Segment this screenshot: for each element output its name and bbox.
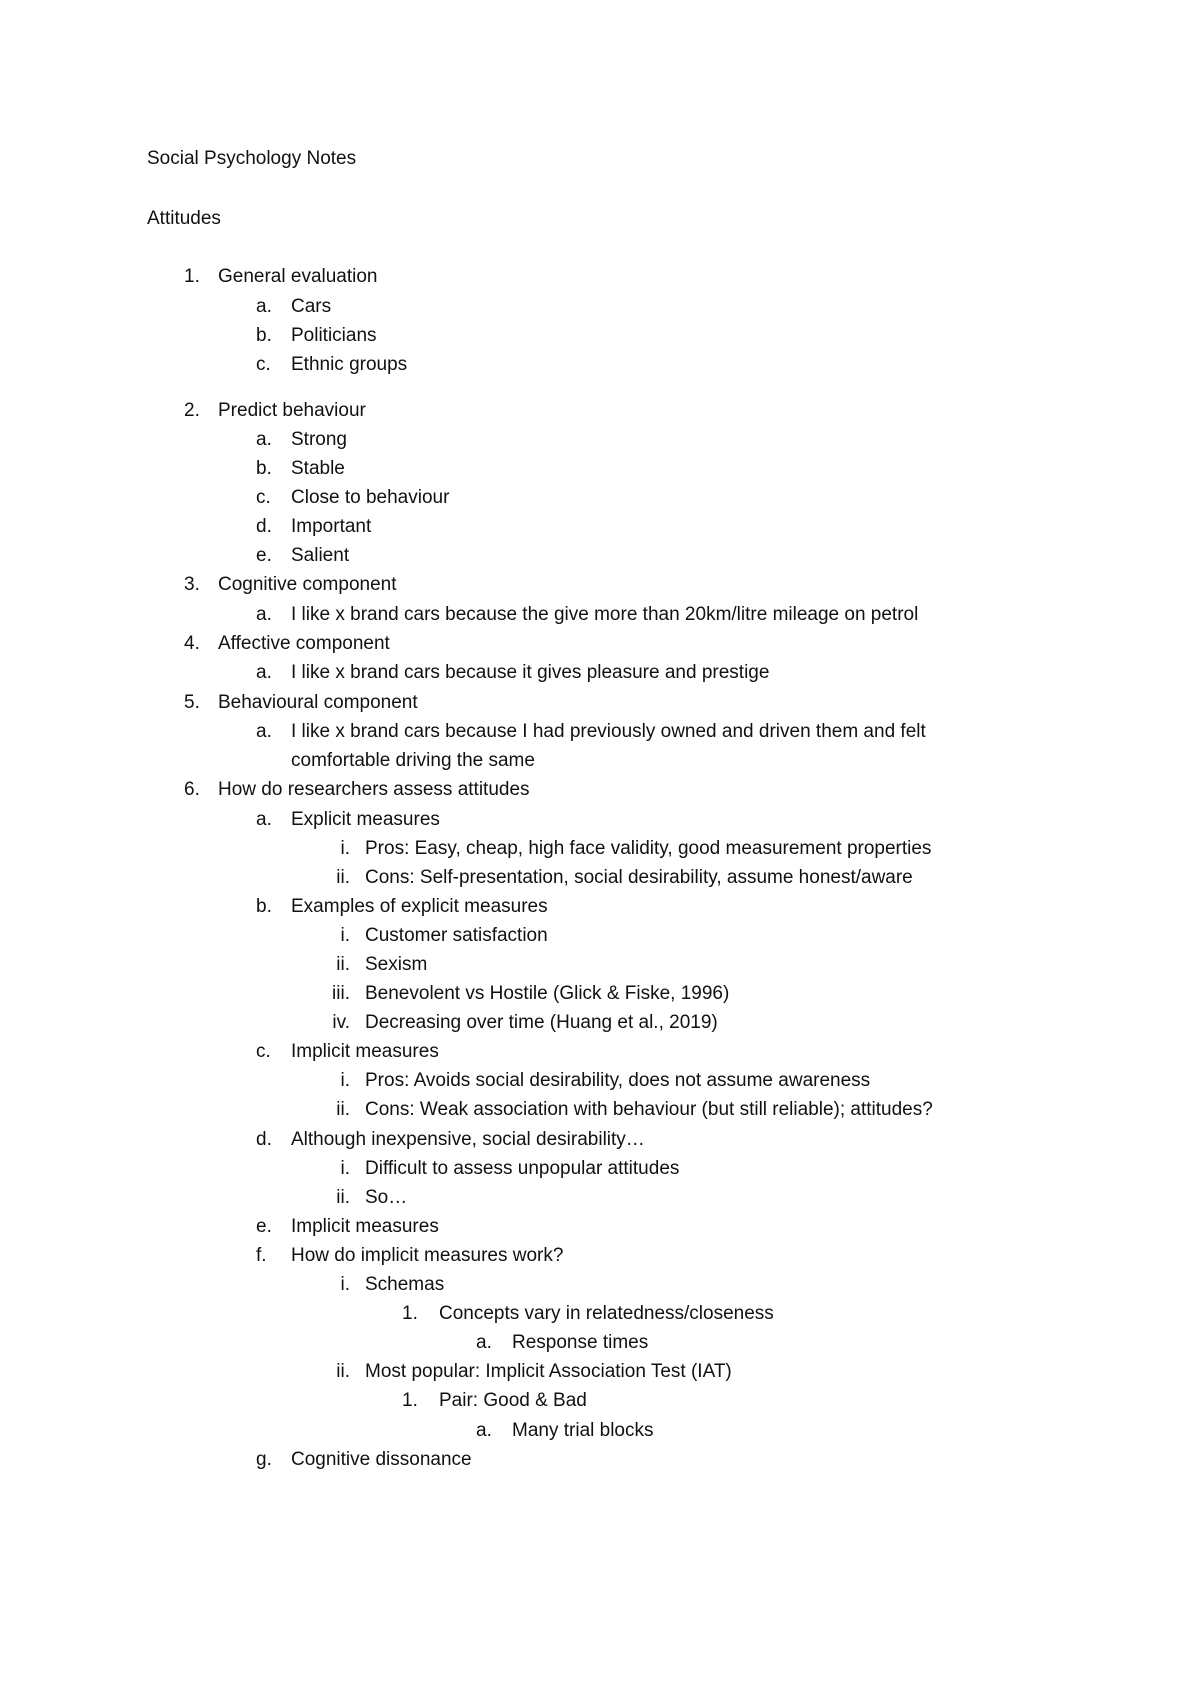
list-item-text: Although inexpensive, social desirability…: [291, 1129, 645, 1150]
list-marker: a.: [256, 429, 272, 450]
outline-item-level-1: [0, 400, 1200, 422]
document-title: Social Psychology Notes: [147, 148, 357, 169]
list-item-text: Politicians: [291, 325, 377, 346]
outline-item-level-3: [0, 1274, 1200, 1296]
list-marker: b.: [256, 325, 272, 346]
outline-item-level-2: [0, 458, 1200, 480]
outline-item-level-5: [0, 1420, 1200, 1442]
list-item-text: Pros: Easy, cheap, high face validity, good measurement properties: [365, 838, 932, 859]
list-item-text: Important: [291, 516, 372, 537]
list-marker: ii.: [336, 1187, 350, 1208]
outline-item-level-2: [0, 1129, 1200, 1151]
outline-item-level-3: [0, 1012, 1200, 1034]
outline-item-level-3: [0, 867, 1200, 889]
list-marker: i.: [340, 1070, 350, 1091]
list-marker: 6.: [184, 779, 200, 800]
outline-item-level-2: [0, 354, 1200, 376]
outline-item-level-1: [0, 266, 1200, 288]
outline-item-level-2: [0, 721, 1200, 743]
list-item-text: Strong: [291, 429, 347, 450]
list-marker: 3.: [184, 574, 200, 595]
list-marker: 2.: [184, 400, 200, 421]
outline-item-level-5: [0, 1332, 1200, 1354]
list-item-text: I like x brand cars because the give more than 20km/litre mileage on petrol: [291, 604, 919, 625]
outline-item-level-2: [0, 750, 1200, 772]
list-marker: 1.: [402, 1390, 418, 1411]
outline-item-level-3: [0, 954, 1200, 976]
outline-item-level-2: [0, 325, 1200, 347]
list-item-text: I like x brand cars because I had previously owned and driven them and felt: [291, 721, 926, 742]
list-marker: a.: [256, 604, 272, 625]
outline-item-level-2: [0, 662, 1200, 684]
outline-item-level-3: [0, 1070, 1200, 1092]
list-marker: iii.: [332, 983, 350, 1004]
list-item-text: How do implicit measures work?: [291, 1245, 564, 1266]
list-marker: b.: [256, 896, 272, 917]
list-item-text: Examples of explicit measures: [291, 896, 548, 917]
list-item-text: Close to behaviour: [291, 487, 450, 508]
outline-item-level-3: [0, 1361, 1200, 1383]
outline-item-level-3: [0, 925, 1200, 947]
list-item-text: Pros: Avoids social desirability, does not assume awareness: [365, 1070, 871, 1091]
list-item-text: Behavioural component: [218, 692, 418, 713]
list-item-text: Implicit measures: [291, 1216, 439, 1237]
list-item-text: Sexism: [365, 954, 428, 975]
list-marker: g.: [256, 1449, 272, 1470]
outline-item-level-2: [0, 1041, 1200, 1063]
list-marker: c.: [256, 1041, 271, 1062]
outline-item-level-3: [0, 1187, 1200, 1209]
list-marker: 5.: [184, 692, 200, 713]
list-item-text: So…: [365, 1187, 408, 1208]
list-item-text: I like x brand cars because it gives pleasure and prestige: [291, 662, 770, 683]
list-item-text: Difficult to assess unpopular attitudes: [365, 1158, 680, 1179]
outline-item-level-4: [0, 1390, 1200, 1412]
list-marker: ii.: [336, 954, 350, 975]
outline-item-level-2: [0, 1245, 1200, 1267]
list-item-text: How do researchers assess attitudes: [218, 779, 530, 800]
list-marker: i.: [340, 925, 350, 946]
list-item-text: Cognitive component: [218, 574, 397, 595]
list-marker: d.: [256, 1129, 272, 1150]
list-marker: a.: [256, 721, 272, 742]
list-item-text: Benevolent vs Hostile (Glick & Fiske, 1996): [365, 983, 730, 1004]
outline-item-level-3: [0, 1099, 1200, 1121]
section-heading: Attitudes: [147, 208, 221, 229]
outline-item-level-2: [0, 545, 1200, 567]
outline-item-level-2: [0, 1216, 1200, 1238]
list-item-text: Stable: [291, 458, 345, 479]
outline-item-level-2: [0, 296, 1200, 318]
outline-item-level-2: [0, 487, 1200, 509]
outline-item-level-2: [0, 604, 1200, 626]
list-marker: f.: [256, 1245, 267, 1266]
list-marker: a.: [476, 1332, 492, 1353]
outline-item-level-4: [0, 1303, 1200, 1325]
list-item-text: Many trial blocks: [512, 1420, 654, 1441]
outline-item-level-1: [0, 779, 1200, 801]
list-item-text: General evaluation: [218, 266, 378, 287]
list-item-text: Response times: [512, 1332, 649, 1353]
outline-item-level-2: [0, 516, 1200, 538]
outline-item-level-2: [0, 896, 1200, 918]
outline-item-level-3: [0, 983, 1200, 1005]
outline-item-level-2: [0, 809, 1200, 831]
list-item-text: Schemas: [365, 1274, 445, 1295]
list-item-text: comfortable driving the same: [291, 750, 535, 771]
list-item-text: Most popular: Implicit Association Test (IAT): [365, 1361, 732, 1382]
list-marker: a.: [256, 662, 272, 683]
list-item-text: Explicit measures: [291, 809, 440, 830]
list-item-text: Pair: Good & Bad: [439, 1390, 587, 1411]
list-marker: a.: [256, 296, 272, 317]
list-marker: 1.: [402, 1303, 418, 1324]
list-marker: e.: [256, 545, 272, 566]
outline-item-level-1: [0, 692, 1200, 714]
outline-item-level-3: [0, 838, 1200, 860]
outline-item-level-3: [0, 1158, 1200, 1180]
list-item-text: Ethnic groups: [291, 354, 408, 375]
list-item-text: Implicit measures: [291, 1041, 439, 1062]
list-item-text: Decreasing over time (Huang et al., 2019): [365, 1012, 718, 1033]
list-item-text: Concepts vary in relatedness/closeness: [439, 1303, 774, 1324]
list-marker: i.: [340, 838, 350, 859]
list-marker: iv.: [332, 1012, 350, 1033]
list-item-text: Customer satisfaction: [365, 925, 548, 946]
list-item-text: Predict behaviour: [218, 400, 366, 421]
list-marker: 4.: [184, 633, 200, 654]
list-marker: e.: [256, 1216, 272, 1237]
outline-item-level-1: [0, 574, 1200, 596]
list-marker: c.: [256, 354, 271, 375]
list-marker: i.: [340, 1274, 350, 1295]
list-marker: a.: [256, 809, 272, 830]
outline-item-level-2: [0, 1449, 1200, 1471]
list-marker: b.: [256, 458, 272, 479]
list-marker: ii.: [336, 1099, 350, 1120]
list-marker: c.: [256, 487, 271, 508]
list-item-text: Cons: Self-presentation, social desirability, assume honest/aware: [365, 867, 913, 888]
list-item-text: Cars: [291, 296, 332, 317]
list-marker: a.: [476, 1420, 492, 1441]
list-item-text: Cons: Weak association with behaviour (but still reliable); attitudes?: [365, 1099, 933, 1120]
list-marker: i.: [340, 1158, 350, 1179]
list-marker: d.: [256, 516, 272, 537]
list-marker: ii.: [336, 1361, 350, 1382]
outline-item-level-1: [0, 633, 1200, 655]
list-item-text: Salient: [291, 545, 350, 566]
list-item-text: Affective component: [218, 633, 390, 654]
list-item-text: Cognitive dissonance: [291, 1449, 472, 1470]
list-marker: ii.: [336, 867, 350, 888]
outline-item-level-2: [0, 429, 1200, 451]
list-marker: 1.: [184, 266, 200, 287]
